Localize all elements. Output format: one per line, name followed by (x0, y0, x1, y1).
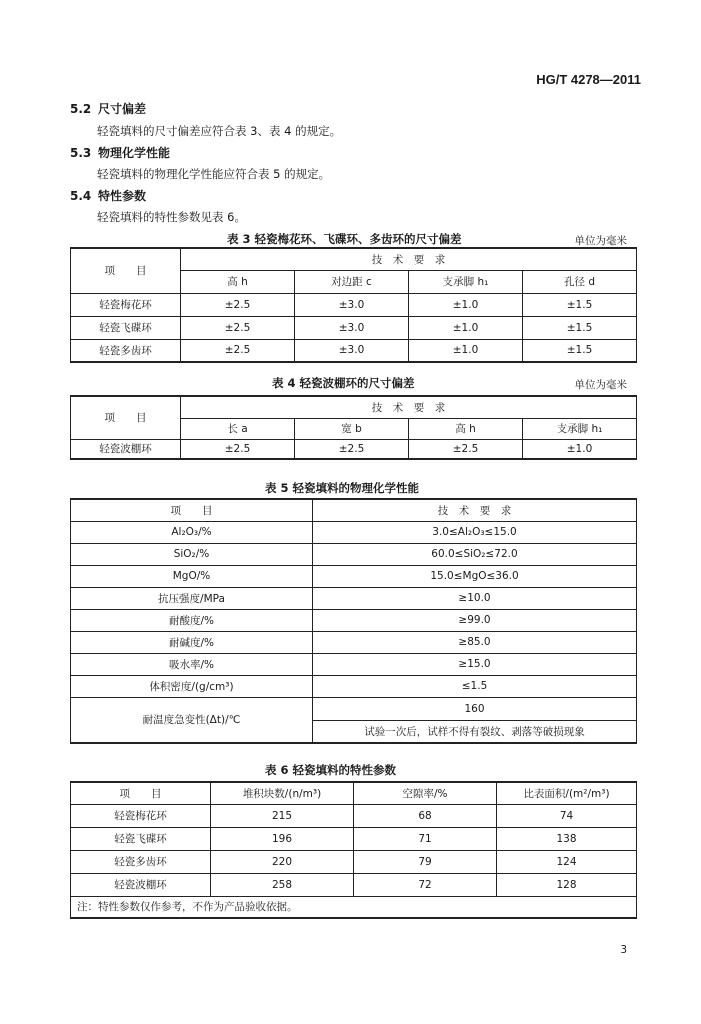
cell: 15.0≤MgO≤36.0 (313, 565, 637, 587)
row-label: 轻瓷波棚环 (71, 439, 181, 459)
table3-caption: 表 3 轻瓷梅花环、飞碟环、多齿环的尺寸偏差 (227, 232, 462, 246)
cell: 71 (354, 827, 497, 850)
cell: ±1.5 (523, 316, 637, 339)
table3-col-height: 高 h (181, 270, 295, 293)
cell: ±2.5 (295, 439, 409, 459)
cell: 60.0≤SiO₂≤72.0 (313, 543, 637, 565)
table6-item-header: 项 目 (71, 782, 211, 804)
table-row (71, 631, 637, 653)
cell: ≤1.5 (313, 675, 637, 697)
table-row (71, 804, 637, 827)
document-code: HG/T 4278—2011 (536, 72, 641, 87)
row-label: 抗压强度/MPa (71, 587, 313, 609)
cell: ±3.0 (295, 316, 409, 339)
table-row (71, 873, 637, 896)
cell: ±1.0 (409, 316, 523, 339)
cell: 79 (354, 850, 497, 873)
table4-col-support-foot: 支承脚 h₁ (523, 418, 637, 439)
table-row (71, 439, 637, 459)
table3-col-bore: 孔径 d (523, 270, 637, 293)
cell: ±1.0 (409, 339, 523, 362)
cell: ±1.5 (523, 293, 637, 316)
cell: 72 (354, 873, 497, 896)
row-label: 轻瓷梅花环 (71, 293, 181, 316)
table-row (71, 587, 637, 609)
table4 (70, 395, 637, 460)
table6 (70, 781, 637, 919)
row-label: 轻瓷波棚环 (71, 873, 211, 896)
table4-col-height: 高 h (409, 418, 523, 439)
cell: 258 (211, 873, 354, 896)
table4-col-length: 长 a (181, 418, 295, 439)
table-row (71, 609, 637, 631)
cell: ±3.0 (295, 339, 409, 362)
section-5-3-text: 轻瓷填料的物理化学性能应符合表 5 的规定。 (97, 167, 331, 181)
table3-col-support-foot: 支承脚 h₁ (409, 270, 523, 293)
cell: ±1.0 (523, 439, 637, 459)
cell: ±2.5 (409, 439, 523, 459)
table5 (70, 498, 637, 744)
table-row (71, 850, 637, 873)
table5-req-header: 技 术 要 求 (313, 499, 637, 521)
cell: 215 (211, 804, 354, 827)
section-5-2-heading: 5.2 尺寸偏差 (70, 102, 147, 116)
cell: ±2.5 (181, 439, 295, 459)
section-5-2-text: 轻瓷填料的尺寸偏差应符合表 3、表 4 的规定。 (97, 124, 342, 138)
row-label: 体积密度/(g/cm³) (71, 675, 313, 697)
table4-unit: 单位为毫米 (574, 379, 627, 391)
row-label: MgO/% (71, 565, 313, 587)
table3-item-header: 项 目 (71, 248, 181, 293)
row-label: 轻瓷飞碟环 (71, 827, 211, 850)
row-label: 轻瓷多齿环 (71, 339, 181, 362)
table-row (71, 653, 637, 675)
row-label: SiO₂/% (71, 543, 313, 565)
table-row (71, 697, 637, 720)
cell: 128 (497, 873, 637, 896)
table-row (71, 675, 637, 697)
section-5-4-heading: 5.4 特性参数 (70, 189, 147, 203)
row-label: 吸水率/% (71, 653, 313, 675)
cell: ≥85.0 (313, 631, 637, 653)
table4-group-header: 技 术 要 求 (181, 396, 637, 418)
section-5-3-heading: 5.3 物理化学性能 (70, 146, 171, 160)
page-number: 3 (620, 944, 627, 956)
table3-group-header: 技 术 要 求 (181, 248, 637, 270)
cell: 160 (313, 697, 637, 720)
table6-note: 注：特性参数仅作参考，不作为产品验收依据。 (71, 896, 637, 918)
row-label: 耐碱度/% (71, 631, 313, 653)
table-row (71, 543, 637, 565)
section-5-4-text: 轻瓷填料的特性参数见表 6。 (97, 210, 246, 224)
table6-col-specific-area: 比表面积/(m²/m³) (497, 782, 637, 804)
row-label: 轻瓷多齿环 (71, 850, 211, 873)
cell: 3.0≤Al₂O₃≤15.0 (313, 521, 637, 543)
table6-caption: 表 6 轻瓷填料的特性参数 (265, 763, 397, 777)
cell: ±1.5 (523, 339, 637, 362)
table6-col-pack-count: 堆积块数/(n/m³) (211, 782, 354, 804)
table4-caption: 表 4 轻瓷波棚环的尺寸偏差 (272, 376, 415, 390)
cell: ≥15.0 (313, 653, 637, 675)
table-row (71, 827, 637, 850)
table-row (71, 339, 637, 362)
row-label: 轻瓷飞碟环 (71, 316, 181, 339)
row-label: 耐酸度/% (71, 609, 313, 631)
cell: 138 (497, 827, 637, 850)
table3-unit: 单位为毫米 (574, 235, 627, 247)
table5-item-header: 项 目 (71, 499, 313, 521)
cell: 124 (497, 850, 637, 873)
cell: ±1.0 (409, 293, 523, 316)
cell: ±2.5 (181, 339, 295, 362)
cell: 68 (354, 804, 497, 827)
cell: ±2.5 (181, 316, 295, 339)
table-row (71, 316, 637, 339)
row-label: Al₂O₃/% (71, 521, 313, 543)
table-row (71, 565, 637, 587)
table-row (71, 521, 637, 543)
cell: 74 (497, 804, 637, 827)
table4-col-width: 宽 b (295, 418, 409, 439)
table4-item-header: 项 目 (71, 396, 181, 439)
cell: ≥10.0 (313, 587, 637, 609)
table-row (71, 293, 637, 316)
cell: 196 (211, 827, 354, 850)
table5-caption: 表 5 轻瓷填料的物理化学性能 (265, 481, 420, 495)
cell: ±3.0 (295, 293, 409, 316)
cell: 220 (211, 850, 354, 873)
cell: ≥99.0 (313, 609, 637, 631)
table3 (70, 247, 637, 363)
cell: ±2.5 (181, 293, 295, 316)
row-label: 耐温度急变性(Δt)/℃ (71, 697, 313, 743)
table6-col-void-ratio: 空隙率/% (354, 782, 497, 804)
cell: 试验一次后，试样不得有裂纹、剥落等破损现象 (313, 720, 637, 743)
row-label: 轻瓷梅花环 (71, 804, 211, 827)
table3-col-across-flats: 对边距 c (295, 270, 409, 293)
